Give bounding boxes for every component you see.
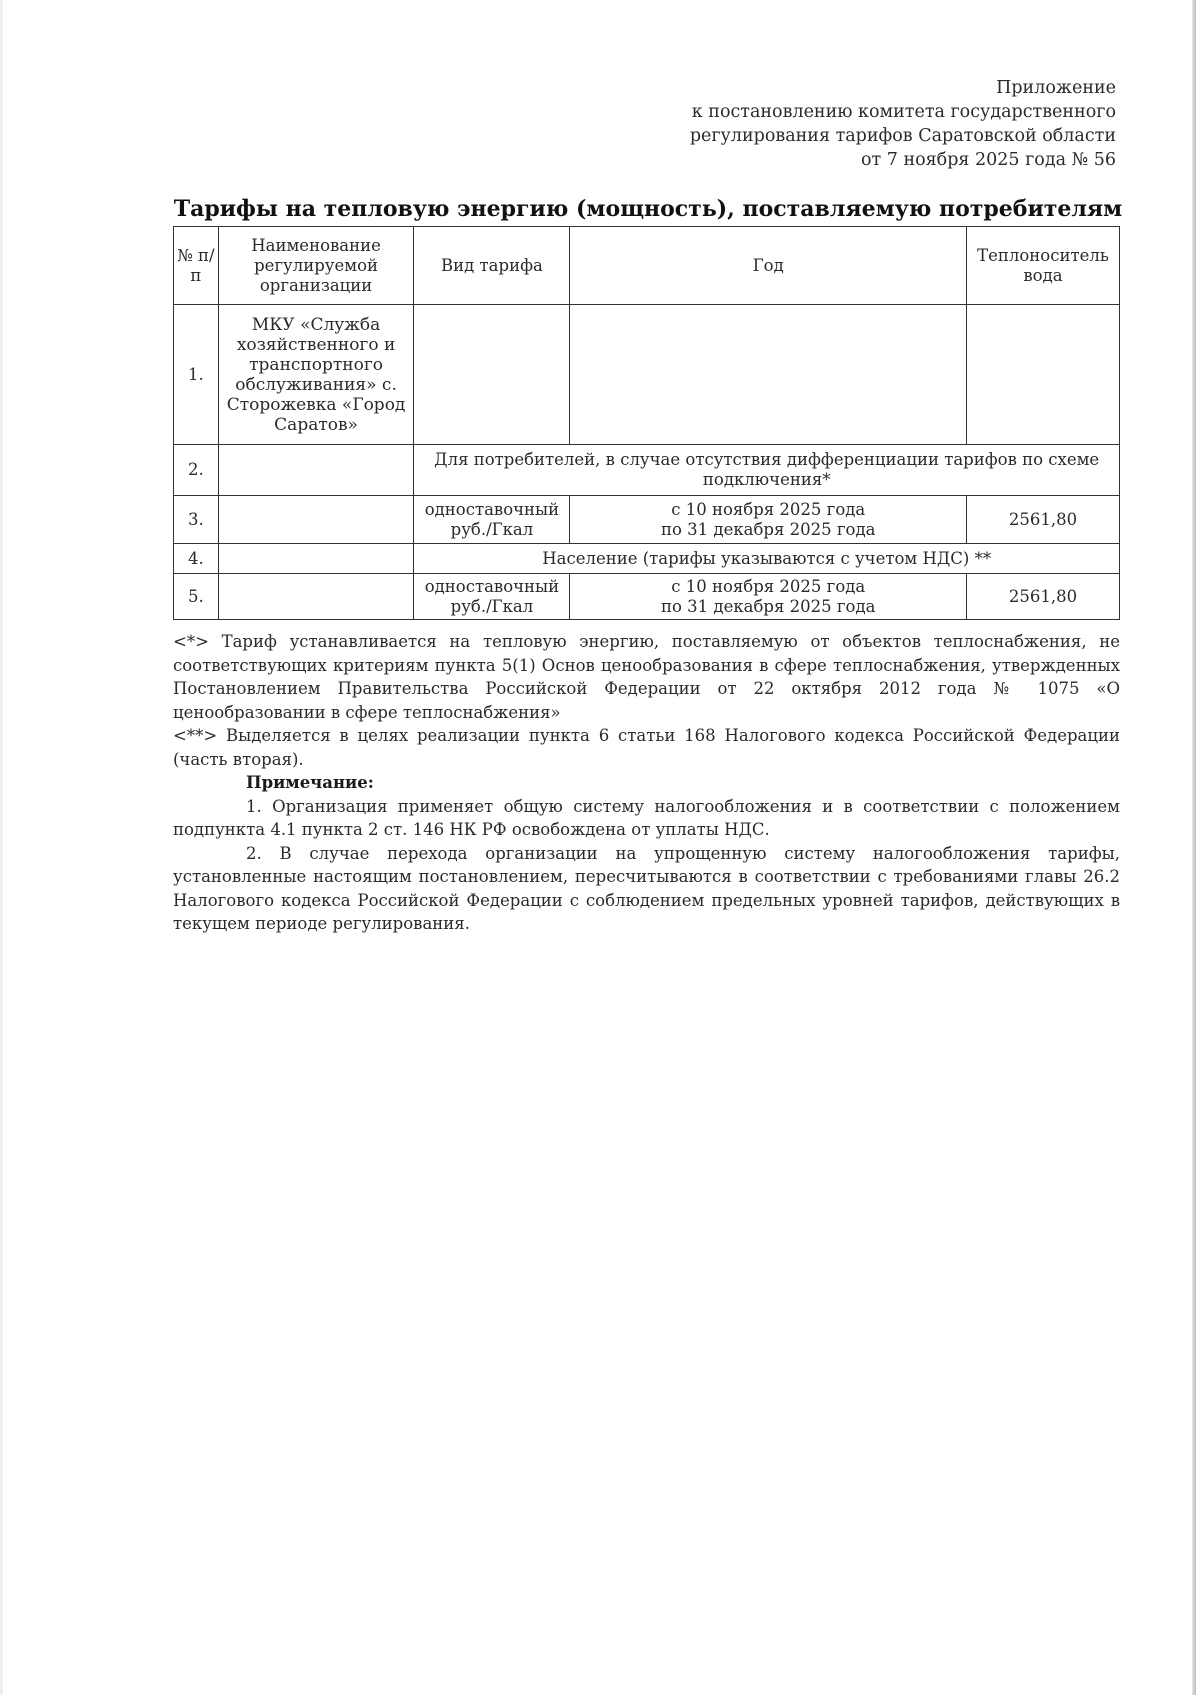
- header-carrier: Теплоноситель вода: [966, 227, 1119, 305]
- row3-org-empty: [218, 496, 414, 544]
- note-title: Примечание:: [246, 773, 374, 792]
- row4-org-empty: [218, 544, 414, 574]
- row3-period: [570, 496, 967, 544]
- table-row: [174, 496, 1120, 544]
- notes-section: [173, 630, 1120, 936]
- row4-num: 4.: [174, 544, 219, 574]
- page-left-edge: [0, 0, 3, 1695]
- row5-type: [414, 574, 570, 620]
- table-row: [174, 574, 1120, 620]
- row3-type: [414, 496, 570, 544]
- header-num: № п/п: [174, 227, 219, 305]
- row4-population-note: Население (тарифы указываются с учетом НДС) **: [414, 544, 1120, 574]
- header-org: Наименование регулируемой организации: [218, 227, 414, 305]
- row5-org-empty: [218, 574, 414, 620]
- row5-num: 5.: [174, 574, 219, 620]
- header-type: Вид тарифа: [414, 227, 570, 305]
- row3-type-unit: руб./Гкал: [450, 519, 534, 539]
- row3-period-to: по 31 декабря 2025 года: [661, 519, 876, 539]
- note-item-2: 2. В случае перехода организации на упрощенную систему налогообложения тарифы, установленные настоящим постановлением, пересчитываются в соответствии с требованиями главы 26.2 Налогового кодекса Российской Федерации с соблюдением предельных уровней тарифов, действующих в текущем периоде регулирования.: [173, 843, 1120, 933]
- table-row: [174, 445, 1120, 496]
- row2-org-empty: [218, 445, 414, 496]
- row5-type-kind: одноставочный: [424, 576, 560, 596]
- appendix-header: [690, 76, 1116, 172]
- document-title: Тарифы на тепловую энергию (мощность), поставляемую потребителям: [173, 196, 1123, 222]
- row5-period: [570, 574, 967, 620]
- row3-type-kind: одноставочный: [424, 499, 560, 519]
- note-item-1: 1. Организация применяет общую систему налогообложения и в соответствии с положением подпункта 4.1 пункта 2 ст. 146 НК РФ освобождена от уплаты НДС.: [173, 796, 1120, 839]
- tariff-table: [173, 226, 1120, 620]
- row1-org: МКУ «Служба хозяйственного и транспортного обслуживания» с. Сторожевка «Город Саратов»: [218, 305, 414, 445]
- header-year: Год: [570, 227, 967, 305]
- row1-year-empty: [570, 305, 967, 445]
- row5-period-to: по 31 декабря 2025 года: [661, 596, 876, 616]
- row5-type-unit: руб./Гкал: [450, 596, 534, 616]
- row5-period-from: с 10 ноября 2025 года: [671, 576, 866, 596]
- header-line-committee: регулирования тарифов Саратовской области: [689, 126, 1116, 146]
- table-row: [174, 305, 1120, 445]
- row3-period-from: с 10 ноября 2025 года: [671, 499, 866, 519]
- row3-num: 3.: [174, 496, 219, 544]
- row2-consumers-note: Для потребителей, в случае отсутствия дифференциации тарифов по схеме подключения*: [414, 445, 1120, 496]
- table-header-row: [174, 227, 1120, 305]
- row3-value: 2561,80: [966, 496, 1119, 544]
- table-row: [174, 544, 1120, 574]
- page-right-edge-shadow: [1192, 0, 1196, 1695]
- footnote-single-star: <*> Тариф устанавливается на тепловую энергию, поставляемую от объектов теплоснабжения, не соответствующих критериям пункта 5(1) Основ ценообразования в сфере теплоснабжения, утвержденных Постановлением Правительства Российской Федерации от 22 октября 2012 года № 1075 «О ценообразовании в сфере теплоснабжения»: [173, 632, 1120, 722]
- footnote-double-star: <**> Выделяется в целях реализации пункта 6 статьи 168 Налогового кодекса Российской Федерации (часть вторая).: [173, 726, 1120, 769]
- header-line-date: от 7 ноября 2025 года № 56: [860, 150, 1116, 170]
- header-line-resolution: к постановлению комитета государственного: [691, 102, 1116, 122]
- row2-num: 2.: [174, 445, 219, 496]
- row5-value: 2561,80: [966, 574, 1119, 620]
- header-line-appendix: Приложение: [996, 78, 1116, 98]
- row1-num: 1.: [174, 305, 219, 445]
- row1-type-empty: [414, 305, 570, 445]
- row1-carrier-empty: [966, 305, 1119, 445]
